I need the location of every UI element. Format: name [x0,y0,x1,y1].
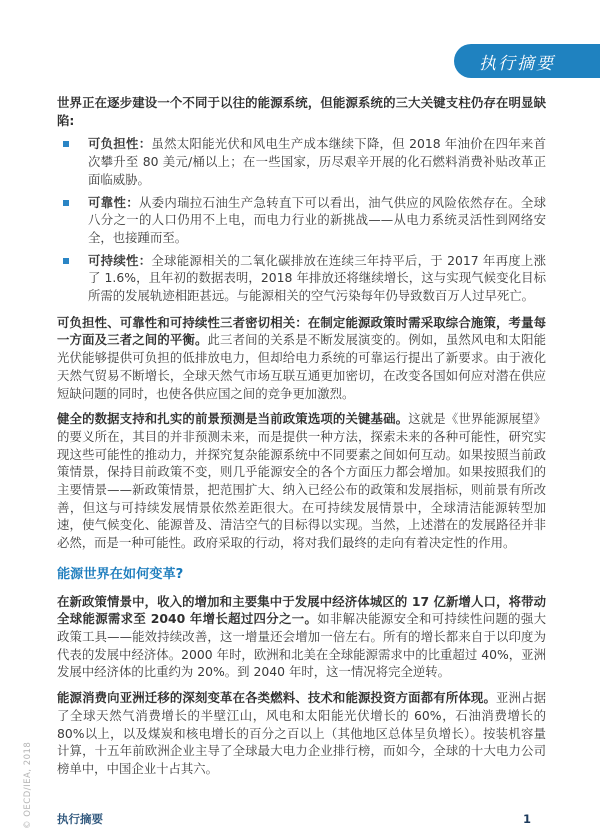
bullet-term: 可靠性： [88,194,139,210]
paragraph-text: 如非解决能源安全和可持续性问题的强大政策工具——能效持续改善，这一增量还会增加一倍左右。所有的增长都来自于以印度为代表的发展中经济体。2000 年时，欧洲和北美在全球能源需求中的比重超过 40%，亚洲发展中经济体的比重约为 20%。到 2040 年时，这一情况将完全逆转。 [57,611,546,680]
paragraph-bold-lead: 能源消费向亚洲迁移的深刻变革在各类燃料、技术和能源投资方面都有所体现。 [57,690,496,706]
footer-page-number: 1 [522,812,531,826]
bullet-list [57,135,546,304]
paragraph [57,689,546,778]
paragraph-text: 此三者间的关系是不断发展演变的。例如，虽然风电和太阳能光伏能够提供可负担的低排放电力，但却给电力系统的可靠运行提出了新要求。由于液化天然气贸易不断增长，全球天然气市场互联互通更加密切，在改变各国如何应对潜在供应短缺问题的同时，也使各供应国之间的竞争更加激烈。 [57,332,547,401]
bullet-text: 从委内瑞拉石油生产急转直下可以看出，油气供应的风险依然存在。全球八分之一的人口仍用不上电，而电力行业的新挑战——从电力系统灵活性到网络安全，也接踵而至。 [88,194,547,245]
bullet-square-icon [63,141,69,147]
bullet-item [57,135,546,188]
bullet-square-icon [63,200,69,206]
paragraph [57,410,546,552]
bullet-text: 全球能源相关的二氧化碳排放在连续三年持平后，于 2017 年再度上涨了 1.6%，且年初的数据表明，2018 年排放还将继续增长，这与实现气候变化目标所需的发展轨迹相距甚远。与能源相关的空气污染每年仍导致数百万人过早死亡。 [88,252,547,304]
section-heading: 能源世界在如何变革? [57,566,184,582]
paragraph-text: 亚洲占据了全球天然气消费增长的半壁江山，风电和太阳能光伏增长的 60%，石油消费增长的 80%以上，以及煤炭和核电增长的百分之百以上（其他地区总体呈负增长）。按装机容量计算，十五年前欧洲企业主导了全球最大电力企业排行榜，而如今，全球的十大电力公司榜单中，中国企业十占其六。 [57,690,547,776]
banner-title: 执行摘要 [479,53,555,74]
bullet-term: 可负担性： [88,136,152,152]
paragraph-bold-lead: 可负担性、可靠性和可持续性三者密切相关：在制定能源政策时需采取综合施策，考量每一方面及三者之间的平衡。 [57,314,546,348]
bullet-term: 可持续性： [88,252,152,268]
paragraph-bold-lead: 健全的数据支持和扎实的前景预测是当前政策选项的关键基础。 [57,411,409,427]
page-footer [57,811,545,827]
footer-section-label: 执行摘要 [57,812,103,826]
paragraph [57,593,546,682]
bullet-item [57,252,546,305]
paragraph [57,314,546,403]
paragraph-bold-lead: 在新政策情景中，收入的增加和主要集中于发展中经济体城区的 17 亿新增人口，将带动全球能源需求至 2040 年增长超过四分之一。 [57,593,546,627]
document-body [57,94,546,786]
copyright-sidenote: © OECD/IEA, 2018 [23,741,33,829]
bullet-item [57,194,546,247]
header-banner [454,44,600,78]
paragraph-text: 这就是《世界能源展望》的要义所在，其目的并非预测未来，而是提供一种方法，探索未来的各种可能性，研究实现这些可能性的推动力，并探究复杂能源系统中不同要素之间如何互动。如果按照当前政策情景，保持目前政策不变，则几乎能源安全的各个方面压力都会增加。如果按照我们的主要情景——新政策情景，把范围扩大、纳入已经公布的政策和发展指标，则前景有所改善，但这与可持续发展情景依然差距很大。在可持续发展情景中，全球清洁能源转型加速，使气候变化、能源普及、清洁空气的目标得以实现。当然，上述潜在的发展路径并非必然，而是一种可能性。政府采取的行动，将对我们最终的走向有着决定性的作用。 [57,411,547,551]
intro-paragraph: 世界正在逐步建设一个不同于以往的能源系统，但能源系统的三大关键支柱仍存在明显缺陷: [57,95,546,128]
bullet-square-icon [63,258,69,264]
bullet-text: 虽然太阳能光伏和风电生产成本继续下降，但 2018 年油价在四年来首次攀升至 80 美元/桶以上；在一些国家，历尽艰辛开展的化石燃料消费补贴改革正面临威胁。 [88,136,547,187]
